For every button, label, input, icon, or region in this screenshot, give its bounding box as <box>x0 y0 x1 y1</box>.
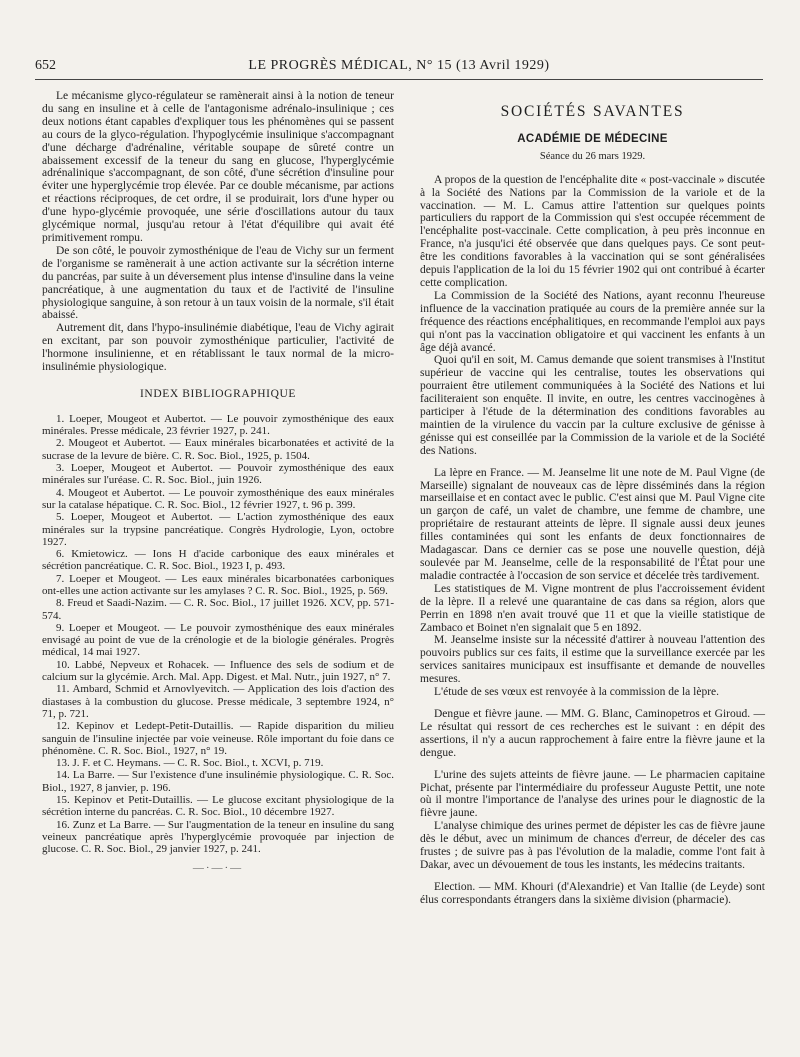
reference-item: 8. Freud et Saadi-Nazim. — C. R. Soc. Biol., 17 juillet 1926. XCV, pp. 571-574. <box>42 597 394 622</box>
spacer <box>420 872 765 881</box>
running-header <box>35 58 763 78</box>
section-title: SOCIÉTÉS SAVANTES <box>500 103 685 120</box>
reference-item: 3. Loeper, Mougeot et Aubertot. — Pouvoir zymosthénique des eaux minérales sur l'uréase. C. R. Soc. Biol., juin 1926. <box>42 462 394 487</box>
index-title: INDEX BIBLIOGRAPHIQUE <box>139 387 297 400</box>
body-paragraph: Le mécanisme glyco-régulateur se ramènerait ainsi à la notion de teneur du sang en insuline et à celle de l'antagonisme adrénalo-insulinique ; ces deux notions étant capables d'expliquer tous les phénomènes qui se passent au cours de la glyco-régulation. l'hypoglycémie insulinique s'accompagnant d'une décharge d'adrénaline, véritable soupape de sûreté contre un abaissement excessif de la teneur du sang en glucose, l'hyperglycémie adrénalinique s'accompagnant, de son côté, d'une sécrétion d'insuline pour éviter une hyperglycémie trop élevée. Par ce double mécanisme, par actions et réactions réciproques, de cet ordre, il se produirait, lors d'une hyper ou d'une hypo-glycémie provoquée, une série d'oscillations autour du taux glycémique normal, jusqu'au retour à l'état d'équilibre qui avait été primitivement rompu. <box>42 90 394 244</box>
spacer <box>420 760 765 769</box>
header-rule <box>35 79 763 80</box>
academy-heading: ACADÉMIE DE MÉDECINE <box>517 132 668 145</box>
reference-item: 9. Loeper et Mougeot. — Le pouvoir zymosthénique des eaux minérales envisagé au point de vue de la crénologie et de la biologie générales. Progrès médical, 14 mai 1927. <box>42 621 394 659</box>
spacer <box>420 699 765 708</box>
report-paragraph: A propos de la question de l'encéphalite dite « post-vaccinale » discutée à la Société des Nations par la Commission de la variole et de la vaccination. — M. L. Camus attire l'attention sur quelques points particuliers du rapport de la Commission qui s'est occupée récemment de l'encéphalite post-vaccinale. Cette complication, à peu près inconnue en France, n'a jusqu'ici été observée que dans quelques pays. Ce sont peut-être les conditions favorables à la vaccination qui se sont généralisées depuis l'application de la loi du 15 février 1902 qui ont contribué à écarter cette complication. <box>420 173 765 289</box>
reference-item: 5. Loeper, Mougeot et Aubertot. — L'action zymosthénique des eaux minérales sur la trypsine pancréatique. Congrès Hydrologie, Lyon, octobre 1927. <box>42 511 394 548</box>
spacer <box>420 458 765 467</box>
report-paragraph: Election. — MM. Khouri (d'Alexandrie) et Van Itallie (de Leyde) sont élus correspondants étrangers dans la sixième division (pharmacie). <box>420 880 765 906</box>
report-paragraph: La Commission de la Société des Nations, ayant reconnu l'heureuse influence de la vaccination pratiquée au cours de la première année sur la fréquence des réactions encéphalitiques, en recommande l'emploi aux pays qui n'ont pas la vaccination obligatoire et qui vaccinent les enfants à un âge déjà avancé. <box>420 289 765 354</box>
reference-item: 4. Mougeot et Aubertot. — Le pouvoir zymosthénique des eaux minérales sur la catalase hépatique. C. R. Soc. Biol., 12 février 1927, t. 96 p. 399. <box>42 486 394 511</box>
reference-item: 11. Ambard, Schmid et Arnovlyevitch. — Application des lois d'action des diastases à la combustion du glucose. Presse médicale, 3 septembre 1924, n° 71, p. 721. <box>42 683 394 720</box>
report-paragraph: L'urine des sujets atteints de fièvre jaune. — Le pharmacien capitaine Pichat, présente par l'intermédiaire du professeur Auguste Pettit, une note où il montre l'importance de l'analyse des urines pour le diagnostic de la fièvre jaune. <box>420 768 765 820</box>
report-paragraph: Dengue et fièvre jaune. — MM. G. Blanc, Caminopetros et Giroud. — Le résultat qui ressort de ces recherches est le suivant : en dépit des assertions, il n'y a aucun rapprochement à faire entre la fièvre jaune et la dengue. <box>420 707 765 759</box>
reference-item: 13. J. F. et C. Heymans. — C. R. Soc. Biol., t. XCVI, p. 719. <box>56 757 324 770</box>
reference-item: 15. Kepinov et Petit-Dutaillis. — Le glucose excitant physiologique de la sécrétion interne du pancréas. C. R. Soc. Biol., 10 décembre 1927. <box>42 794 394 819</box>
left-column <box>42 90 394 874</box>
reference-item: 6. Kmietowicz. — Ions H d'acide carbonique des eaux minérales et sécrétion pancréatique. C. R. Soc. Biol., 1923 I, p. 493. <box>42 548 394 573</box>
reference-item: 12. Kepinov et Ledept-Petit-Dutaillis. — Rapide disparition du milieu sanguin de l'insuline injectée par voie veineuse. Rôle important du foie dans ce phénomène. C. R. Soc. Biol., 1927, n° 19. <box>42 720 394 757</box>
page-number: 652 <box>35 58 56 73</box>
body-paragraph: Autrement dit, dans l'hypo-insulinémie diabétique, l'eau de Vichy agirait en excitant, par son pouvoir zymosthénique particulier, l'activité de l'hormone insulinienne, et en rétablissant le taux normal de la micro-insulinémie physiologique. <box>42 322 394 374</box>
report-paragraph: Les statistiques de M. Vigne montrent de plus l'accroissement évident de la lèpre. Il a relevé une quarantaine de cas dans sa région, alors que Perrin en 1898 n'en avait trouvé que 11 et que la vieille statistique de Zambaco et Boinet n'en signalait que 5 en 1892. <box>420 582 765 634</box>
report-paragraph: Quoi qu'il en soit, M. Camus demande que soient transmises à l'Institut supérieur de vaccine qui les centralise, toutes les observations qui pourraient être utilement communiquées à la Société des Nations et lui faciliteraient son enquête. Il invite, en outre, les centres vaccinogènes à participer à l'étude de la détermination des conditions favorables au maintien de la virulence du vaccin par la culture exclusive de génisse à génisse qui est conseillée par la Commission de la variole et de la Société des Nations. <box>420 354 765 457</box>
end-ornament: —·—·— <box>192 861 244 874</box>
seance-date: Séance du 26 mars 1929. <box>539 150 646 162</box>
right-column <box>420 90 765 907</box>
reference-item: 10. Labbé, Nepveux et Rohacek. — Influence des sels de sodium et de calcium sur la glycémie. Arch. Mal. App. Digest. et Mal. Nutr., juin 1927, n° 7. <box>42 658 394 684</box>
reference-item: 1. Loeper, Mougeot et Aubertot. — Le pouvoir zymosthénique des eaux minérales. Presse médicale, 23 février 1927, p. 241. <box>42 412 394 438</box>
report-paragraph: L'étude de ses vœux est renvoyée à la commission de la lèpre. <box>434 686 720 699</box>
reference-list <box>42 413 394 856</box>
reference-item: 7. Loeper et Mougeot. — Les eaux minérales bicarbonatées carboniques ont-elles une action activante sur les amylases ? C. R. Soc. Biol., 1925, p. 569. <box>42 572 394 597</box>
report-paragraph: L'analyse chimique des urines permet de dépister les cas de fièvre jaune dès le début, avec un minimum de chances d'erreur, de déceler des cas frustes ; de suivre pas à pas l'évolution de la maladie, comme l'ont fait à Dakar, avec un dévouement de tous les instants, les médecins traitants. <box>420 820 765 871</box>
reference-item: 14. La Barre. — Sur l'existence d'une insulinémie physiologique. C. R. Soc. Biol., 1927, 8 janvier, p. 196. <box>42 769 394 794</box>
report-paragraph: M. Jeanselme insiste sur la nécessité d'attirer à nouveau l'attention des pouvoirs publics sur ces faits, il estime que la surveillance exercée par les services sanitaires municipaux est insuffisante et demande de nouvelles mesures. <box>420 634 765 686</box>
journal-title: LE PROGRÈS MÉDICAL, N° 15 (13 Avril 1929) <box>248 58 550 73</box>
reference-item: 16. Zunz et La Barre. — Sur l'augmentation de la teneur en insuline du sang veineux pancréatique après l'hyperglycémie provoquée par injection de glucose. C. R. Soc. Biol., 29 janvier 1927, p. 241. <box>42 818 394 856</box>
body-paragraph: De son côté, le pouvoir zymosthénique de l'eau de Vichy sur un ferment de l'organisme se ramènerait à une action activante sur la sécrétion interne du pancréas, par suite à un déversement plus intense d'insuline dans la veine pancréatique, à une augmentation du taux et de l'activité de l'insuline physiologique sanguine, à son retour à un taux voisin de la normale, s'il était abaissé. <box>42 244 394 322</box>
report-paragraph: La lèpre en France. — M. Jeanselme lit une note de M. Paul Vigne (de Marseille) signalant de nouveaux cas de lèpre disséminés dans la région marseillaise et en contact avec le public. C'est ainsi que M. Paul Vigne cite un garçon de café, un valet de chambre, une femme de chambre, une propriétaire de restaurant atteints de lèpre. Il signale aussi deux jeunes filles contaminées qui sont les enfants de deux fonctionnaires de Madagascar. Dans ce dernier cas se pose une nouvelle question, déjà soulevée par M. Jeanselme, celle de la responsabilité de l'État pour une maladie contractée à l'occasion de son service et décelée très tardivement. <box>420 466 765 582</box>
reference-item: 2. Mougeot et Aubertot. — Eaux minérales bicarbonatées et activité de la sucrase de la levure de bière. C. R. Soc. Biol., 1925, p. 1504. <box>42 437 394 462</box>
